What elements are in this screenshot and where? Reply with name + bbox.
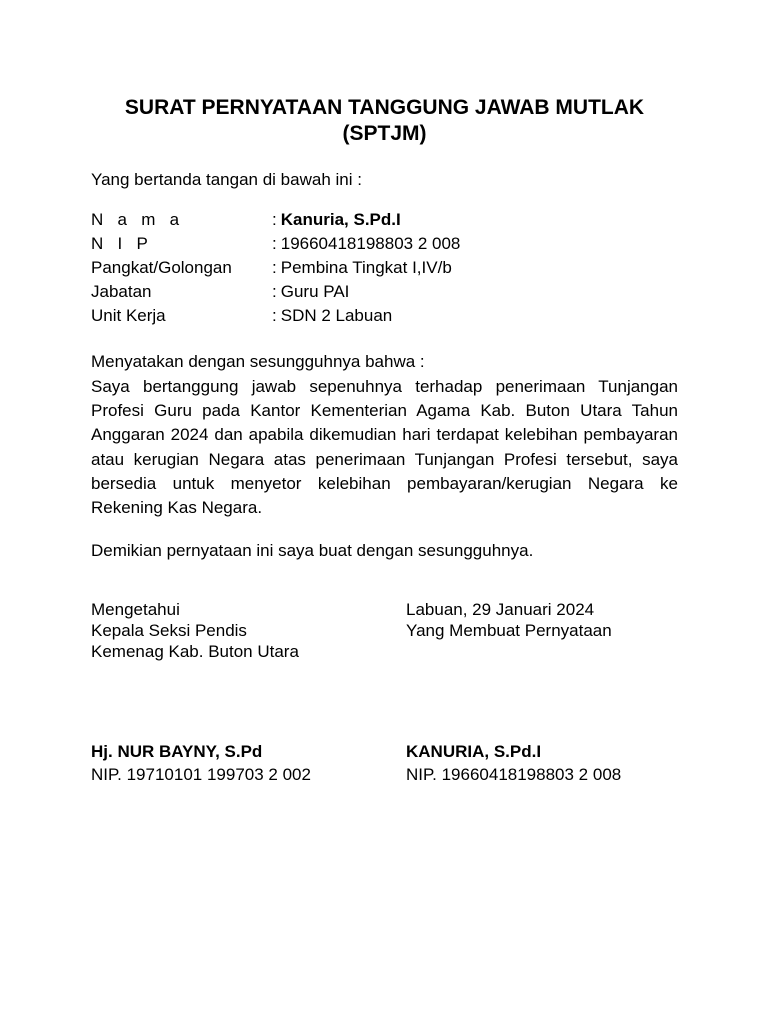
field-value-nip: 19660418198803 2 008 [280, 234, 461, 253]
field-label-unit-kerja: Unit Kerja [91, 306, 166, 325]
field-value-unit-kerja: SDN 2 Labuan [280, 306, 393, 325]
field-row-pangkat [91, 256, 678, 280]
title-line-1: SURAT PERNYATAAN TANGGUNG JAWAB MUTLAK [124, 96, 645, 119]
field-row-unit-kerja [91, 304, 678, 328]
document-page [91, 0, 678, 1024]
field-label-nama: N a m a [91, 210, 184, 229]
field-separator: : [272, 258, 277, 277]
declarant-block [406, 599, 612, 641]
declarant-role: Yang Membuat Pernyataan [406, 621, 612, 640]
acknowledger-name: Hj. NUR BAYNY, S.Pd [91, 742, 263, 761]
closing-text: Demikian pernyataan ini saya buat dengan sesungguhnya. [91, 541, 534, 560]
statement-heading: Menyatakan dengan sesungguhnya bahwa : [91, 352, 425, 371]
acknowledger-line-1: Mengetahui [91, 600, 180, 619]
identity-fields [91, 208, 678, 328]
field-value-nama: Kanuria, S.Pd.I [280, 210, 401, 229]
field-row-jabatan [91, 280, 678, 304]
acknowledger-signature [91, 740, 311, 786]
document-title [91, 95, 678, 147]
intro-text: Yang bertanda tangan di bawah ini : [91, 170, 362, 189]
title-line-2: (SPTJM) [342, 122, 427, 145]
field-label-jabatan: Jabatan [91, 282, 152, 301]
field-separator: : [272, 234, 277, 253]
place-date: Labuan, 29 Januari 2024 [406, 600, 595, 619]
acknowledger-block [91, 599, 299, 662]
declarant-signature [406, 740, 621, 786]
acknowledger-nip: NIP. 19710101 199703 2 002 [91, 765, 311, 784]
declarant-nip: NIP. 19660418198803 2 008 [406, 765, 622, 784]
field-value-jabatan: Guru PAI [280, 282, 350, 301]
field-separator: : [272, 306, 277, 325]
acknowledger-line-2: Kepala Seksi Pendis [91, 621, 247, 640]
acknowledger-line-3: Kemenag Kab. Buton Utara [91, 642, 299, 661]
field-row-nama [91, 208, 678, 232]
declarant-name: KANURIA, S.Pd.I [406, 742, 542, 761]
statement-paragraph: Saya bertanggung jawab sepenuhnya terhadap penerimaan Tunjangan Profesi Guru pada Kantor Kementerian Agama Kab. Buton Utara Tahun Anggaran 2024 dan apabila dikemudian hari terdapat kelebihan pembayaran atau kerugian Negara atas penerimaan Tunjangan Profesi tersebut, saya bersedia untuk menyetor kelebihan pembayaran/kerugian Negara ke Rekening Kas Negara. [91, 377, 678, 518]
field-separator: : [272, 210, 277, 229]
field-row-nip [91, 232, 678, 256]
field-value-pangkat: Pembina Tingkat I,IV/b [280, 258, 452, 277]
field-label-pangkat: Pangkat/Golongan [91, 258, 232, 277]
field-separator: : [272, 282, 277, 301]
field-label-nip: N I P [91, 234, 153, 253]
